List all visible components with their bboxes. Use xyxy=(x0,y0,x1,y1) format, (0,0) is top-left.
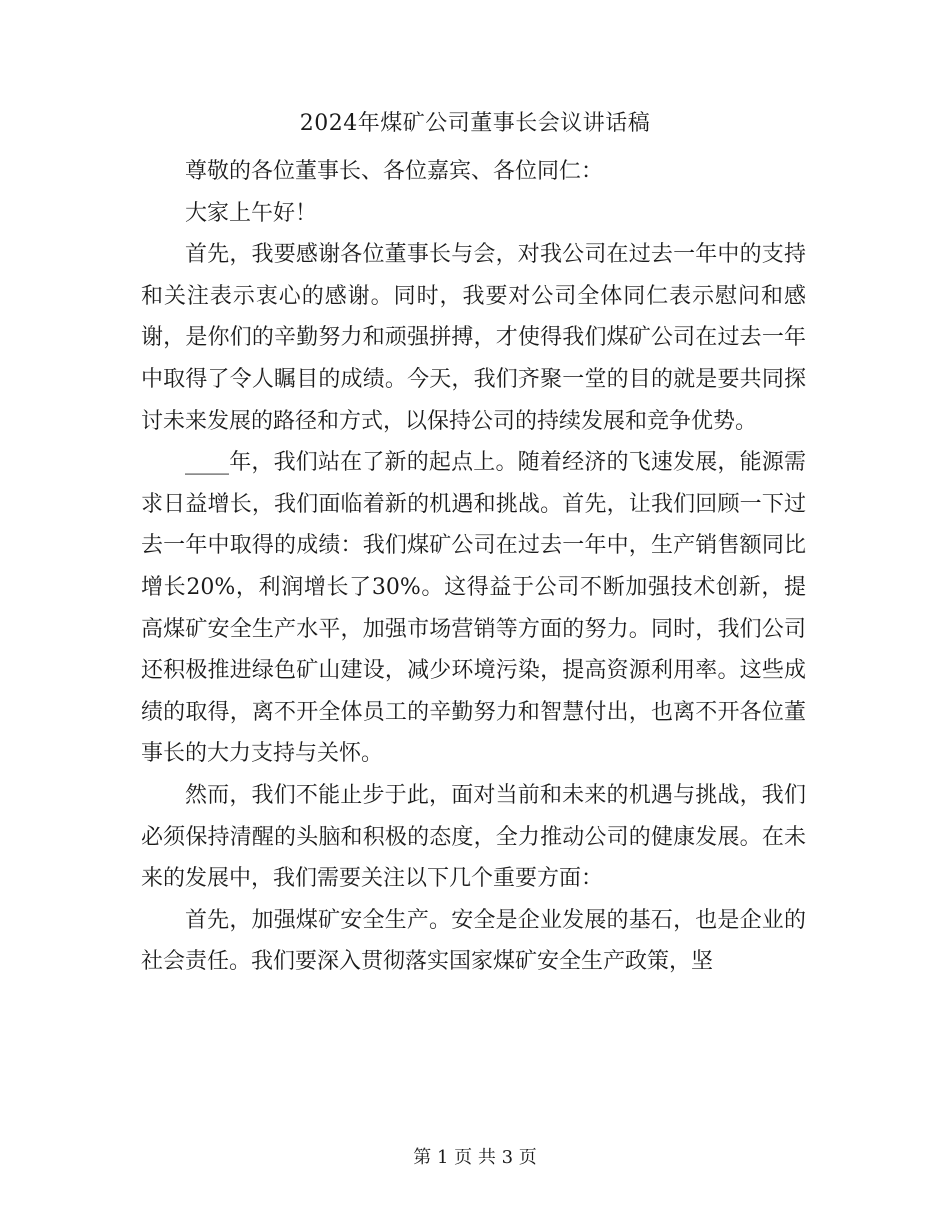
document-body xyxy=(141,151,806,983)
paragraph-challenges: 然而，我们不能止步于此，面对当前和未来的机遇与挑战，我们必须保持清醒的头脑和积极的态度，全力推动公司的健康发展。在未来的发展中，我们需要关注以下几个重要方面： xyxy=(141,782,806,892)
page-label-mid: 页 共 xyxy=(454,1147,496,1168)
paragraph-review: ____年，我们站在了新的起点上。随着经济的飞速发展，能源需求日益增长，我们面临着新的机遇和挑战。首先，让我们回顾一下过去一年中取得的成绩：我们煤矿公司在过去一年中，生产销售额同比增长20%，利润增长了30%。这得益于公司不断加强技术创新，提高煤矿安全生产水平，加强市场营销等方面的努力。同时，我们公司还积极推进绿色矿山建设，减少环境污染，提高资源利用率。这些成绩的取得，离不开全体员工的辛勤努力和智慧付出，也离不开各位董事长的大力支持与关怀。 xyxy=(141,450,806,767)
paragraph-salutation: 尊敬的各位董事长、各位嘉宾、各位同仁： xyxy=(185,159,604,184)
page-label-prefix: 第 xyxy=(413,1147,432,1168)
page-number-total: 3 xyxy=(501,1147,514,1168)
document-title: 2024年煤矿公司董事长会议讲话稿 xyxy=(299,111,651,136)
page-footer xyxy=(0,1145,950,1171)
paragraph-greeting: 大家上午好！ xyxy=(185,200,318,226)
paragraph-thanks: 首先，我要感谢各位董事长与会，对我公司在过去一年中的支持和关注表示衷心的感谢。同时，我要对公司全体同仁表示慰问和感谢，是你们的辛勤努力和顽强拼搏，才使得我们煤矿公司在过去一年中取得了令人瞩目的成绩。今天，我们齐聚一堂的目的就是要共同探讨未来发展的路径和方式，以保持公司的持续发展和竞争优势。 xyxy=(141,242,806,434)
page-number-current: 1 xyxy=(436,1147,449,1168)
paragraph-safety: 首先，加强煤矿安全生产。安全是企业发展的基石，也是企业的社会责任。我们要深入贯彻落实国家煤矿安全生产政策，坚 xyxy=(141,907,806,975)
page-label-suffix: 页 xyxy=(518,1147,537,1168)
